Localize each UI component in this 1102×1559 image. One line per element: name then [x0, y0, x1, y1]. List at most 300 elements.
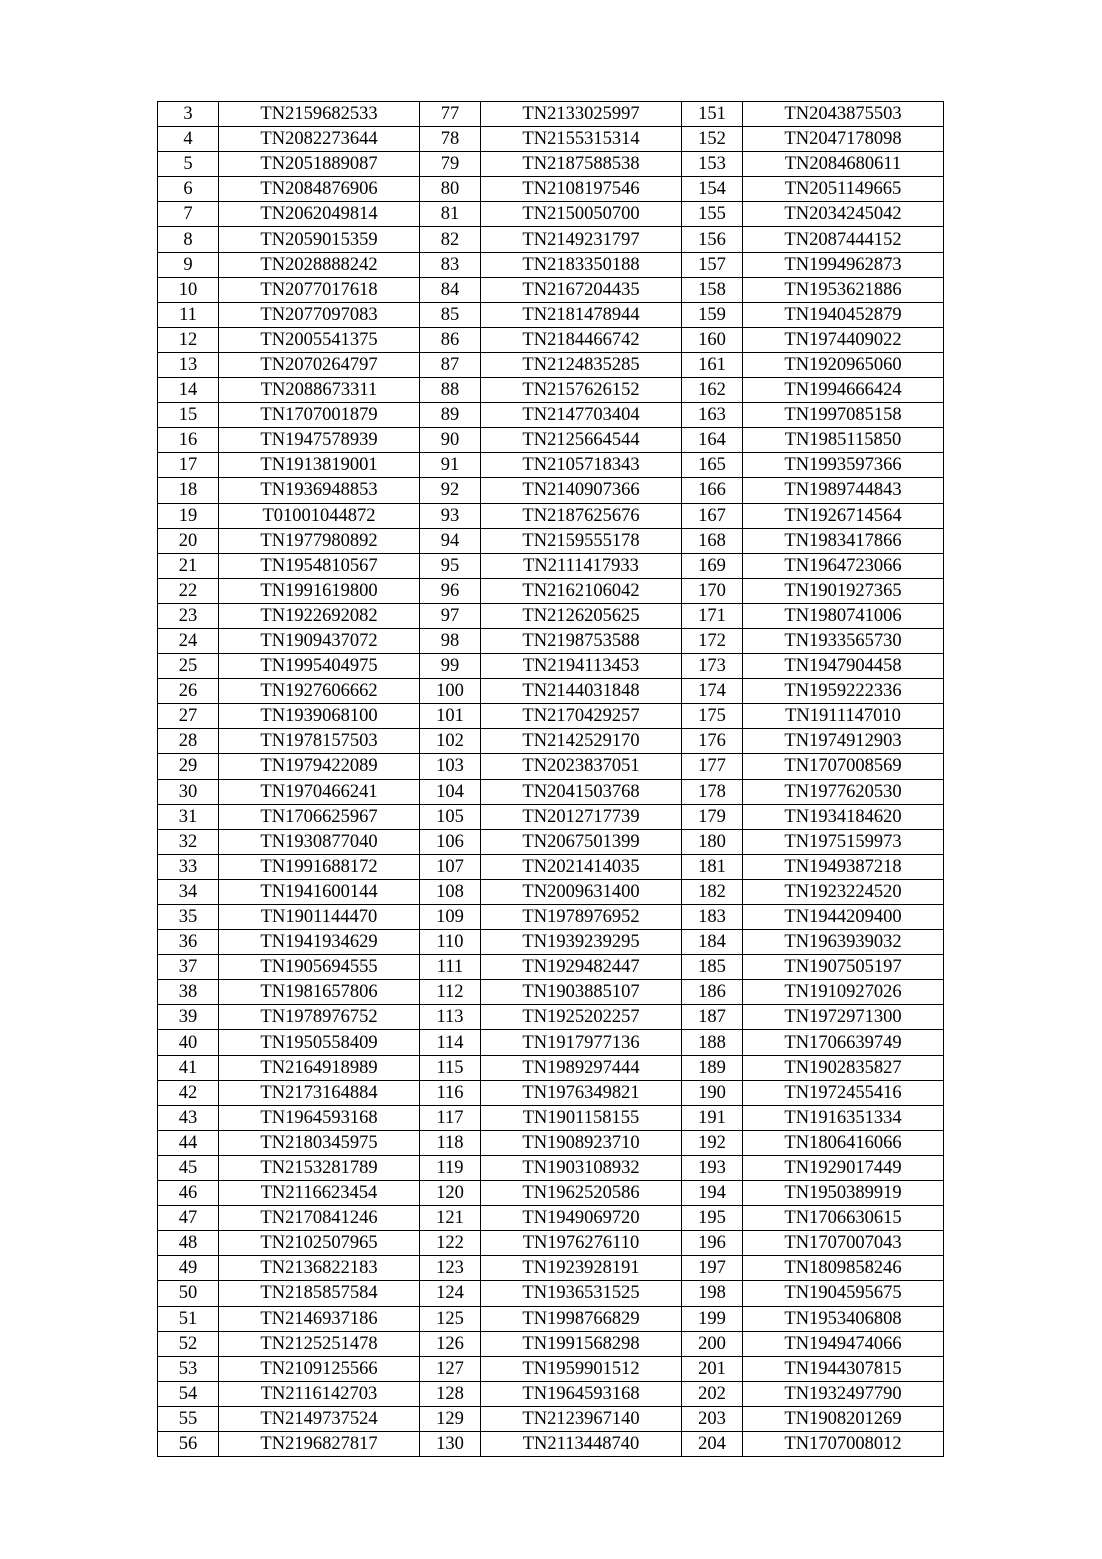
row-number-cell: 15 [158, 403, 219, 428]
table-row [158, 453, 944, 478]
tracking-id-cell: TN2170841246 [219, 1206, 420, 1231]
tracking-id-cell: TN1953406808 [743, 1306, 944, 1331]
table-row [158, 654, 944, 679]
tracking-id-cell: TN1903108932 [481, 1155, 682, 1180]
tracking-id-cell: TN1978157503 [219, 729, 420, 754]
tracking-id-cell: TN2187588538 [481, 152, 682, 177]
row-number-cell: 163 [682, 403, 743, 428]
tracking-id-cell: TN1972455416 [743, 1080, 944, 1105]
row-number-cell: 32 [158, 829, 219, 854]
tracking-id-cell: TN1985115850 [743, 428, 944, 453]
row-number-cell: 104 [420, 779, 481, 804]
table-row [158, 378, 944, 403]
table-row [158, 403, 944, 428]
row-number-cell: 180 [682, 829, 743, 854]
row-number-cell: 182 [682, 879, 743, 904]
table-row [158, 1431, 944, 1456]
tracking-id-cell: TN1944209400 [743, 905, 944, 930]
tracking-id-cell: TN1959901512 [481, 1356, 682, 1381]
tracking-id-cell: TN1904595675 [743, 1281, 944, 1306]
row-number-cell: 21 [158, 553, 219, 578]
tracking-id-cell: TN1707001879 [219, 403, 420, 428]
row-number-cell: 155 [682, 202, 743, 227]
row-number-cell: 105 [420, 804, 481, 829]
row-number-cell: 42 [158, 1080, 219, 1105]
row-number-cell: 51 [158, 1306, 219, 1331]
row-number-cell: 37 [158, 955, 219, 980]
tracking-id-cell: TN2108197546 [481, 177, 682, 202]
tracking-id-cell: TN2159682533 [219, 102, 420, 127]
row-number-cell: 92 [420, 478, 481, 503]
tracking-id-cell: TN2150050700 [481, 202, 682, 227]
tracking-id-cell: TN2005541375 [219, 327, 420, 352]
tracking-id-cell: TN2047178098 [743, 127, 944, 152]
row-number-cell: 3 [158, 102, 219, 127]
tracking-id-cell: TN1933565730 [743, 628, 944, 653]
row-number-cell: 47 [158, 1206, 219, 1231]
row-number-cell: 56 [158, 1431, 219, 1456]
tracking-id-cell: TN2196827817 [219, 1431, 420, 1456]
table-row [158, 528, 944, 553]
tracking-id-cell: TN2155315314 [481, 127, 682, 152]
row-number-cell: 204 [682, 1431, 743, 1456]
row-number-cell: 115 [420, 1055, 481, 1080]
row-number-cell: 103 [420, 754, 481, 779]
table-row [158, 302, 944, 327]
row-number-cell: 116 [420, 1080, 481, 1105]
row-number-cell: 120 [420, 1181, 481, 1206]
tracking-id-cell: TN1929017449 [743, 1155, 944, 1180]
row-number-cell: 40 [158, 1030, 219, 1055]
table-row [158, 578, 944, 603]
row-number-cell: 176 [682, 729, 743, 754]
table-row [158, 1331, 944, 1356]
tracking-id-cell: TN1963939032 [743, 930, 944, 955]
row-number-cell: 188 [682, 1030, 743, 1055]
tracking-id-cell: TN1910927026 [743, 980, 944, 1005]
tracking-id-cell: TN1964593168 [481, 1381, 682, 1406]
row-number-cell: 202 [682, 1381, 743, 1406]
row-number-cell: 12 [158, 327, 219, 352]
row-number-cell: 129 [420, 1406, 481, 1431]
row-number-cell: 123 [420, 1256, 481, 1281]
tracking-id-cell: TN1962520586 [481, 1181, 682, 1206]
tracking-id-cell: TN1901144470 [219, 905, 420, 930]
row-number-cell: 189 [682, 1055, 743, 1080]
row-number-cell: 46 [158, 1181, 219, 1206]
tracking-id-cell: TN2144031848 [481, 679, 682, 704]
table-row [158, 1030, 944, 1055]
tracking-id-cell: TN1923928191 [481, 1256, 682, 1281]
row-number-cell: 9 [158, 252, 219, 277]
row-number-cell: 17 [158, 453, 219, 478]
row-number-cell: 197 [682, 1256, 743, 1281]
table-row [158, 1306, 944, 1331]
table-row [158, 1231, 944, 1256]
tracking-id-cell: TN1901158155 [481, 1105, 682, 1130]
row-number-cell: 79 [420, 152, 481, 177]
tracking-id-cell: TN1994666424 [743, 378, 944, 403]
row-number-cell: 48 [158, 1231, 219, 1256]
row-number-cell: 53 [158, 1356, 219, 1381]
tracking-id-cell: TN2070264797 [219, 352, 420, 377]
row-number-cell: 98 [420, 628, 481, 653]
row-number-cell: 93 [420, 503, 481, 528]
tracking-id-cell: TN1995404975 [219, 654, 420, 679]
tracking-id-cell: TN2125664544 [481, 428, 682, 453]
tracking-id-cell: TN2183350188 [481, 252, 682, 277]
row-number-cell: 24 [158, 628, 219, 653]
tracking-id-cell: TN1983417866 [743, 528, 944, 553]
row-number-cell: 166 [682, 478, 743, 503]
row-number-cell: 96 [420, 578, 481, 603]
row-number-cell: 23 [158, 603, 219, 628]
tracking-id-cell: TN2023837051 [481, 754, 682, 779]
tracking-id-cell: TN2173164884 [219, 1080, 420, 1105]
tracking-id-cell: TN1998766829 [481, 1306, 682, 1331]
tracking-id-cell: TN1922692082 [219, 603, 420, 628]
tracking-id-cell: TN1974409022 [743, 327, 944, 352]
id-table-sheet [157, 101, 943, 1457]
tracking-id-cell: TN1991619800 [219, 578, 420, 603]
table-row [158, 428, 944, 453]
row-number-cell: 114 [420, 1030, 481, 1055]
tracking-id-cell: TN2028888242 [219, 252, 420, 277]
row-number-cell: 158 [682, 277, 743, 302]
row-number-cell: 18 [158, 478, 219, 503]
tracking-id-cell: TN1920965060 [743, 352, 944, 377]
row-number-cell: 102 [420, 729, 481, 754]
tracking-id-cell: TN1964593168 [219, 1105, 420, 1130]
row-number-cell: 178 [682, 779, 743, 804]
tracking-id-cell: TN1947578939 [219, 428, 420, 453]
table-row [158, 729, 944, 754]
tracking-id-cell: TN1930877040 [219, 829, 420, 854]
row-number-cell: 190 [682, 1080, 743, 1105]
row-number-cell: 4 [158, 127, 219, 152]
row-number-cell: 111 [420, 955, 481, 980]
table-row [158, 327, 944, 352]
tracking-id-cell: TN1809858246 [743, 1256, 944, 1281]
row-number-cell: 110 [420, 930, 481, 955]
tracking-id-cell: TN2124835285 [481, 352, 682, 377]
table-row [158, 1381, 944, 1406]
row-number-cell: 183 [682, 905, 743, 930]
row-number-cell: 203 [682, 1406, 743, 1431]
row-number-cell: 28 [158, 729, 219, 754]
tracking-id-cell: TN2180345975 [219, 1130, 420, 1155]
row-number-cell: 49 [158, 1256, 219, 1281]
row-number-cell: 5 [158, 152, 219, 177]
row-number-cell: 113 [420, 1005, 481, 1030]
row-number-cell: 7 [158, 202, 219, 227]
tracking-id-cell: TN2185857584 [219, 1281, 420, 1306]
tracking-id-cell: TN2059015359 [219, 227, 420, 252]
row-number-cell: 10 [158, 277, 219, 302]
table-row [158, 352, 944, 377]
tracking-id-cell: TN2187625676 [481, 503, 682, 528]
row-number-cell: 167 [682, 503, 743, 528]
tracking-id-cell: TN2087444152 [743, 227, 944, 252]
row-number-cell: 30 [158, 779, 219, 804]
table-row [158, 1055, 944, 1080]
row-number-cell: 27 [158, 704, 219, 729]
tracking-id-cell: TN1976276110 [481, 1231, 682, 1256]
table-row [158, 102, 944, 127]
row-number-cell: 170 [682, 578, 743, 603]
row-number-cell: 100 [420, 679, 481, 704]
table-row [158, 905, 944, 930]
id-table-body [158, 102, 944, 1457]
table-row [158, 1080, 944, 1105]
tracking-id-cell: TN2084680611 [743, 152, 944, 177]
row-number-cell: 8 [158, 227, 219, 252]
table-row [158, 478, 944, 503]
tracking-id-cell: TN1901927365 [743, 578, 944, 603]
row-number-cell: 124 [420, 1281, 481, 1306]
tracking-id-cell: TN1989744843 [743, 478, 944, 503]
tracking-id-cell: TN2157626152 [481, 378, 682, 403]
table-row [158, 152, 944, 177]
row-number-cell: 94 [420, 528, 481, 553]
row-number-cell: 192 [682, 1130, 743, 1155]
row-number-cell: 156 [682, 227, 743, 252]
row-number-cell: 171 [682, 603, 743, 628]
row-number-cell: 95 [420, 553, 481, 578]
row-number-cell: 55 [158, 1406, 219, 1431]
tracking-id-cell: TN2125251478 [219, 1331, 420, 1356]
row-number-cell: 43 [158, 1105, 219, 1130]
tracking-id-cell: TN1940452879 [743, 302, 944, 327]
tracking-id-cell: TN2067501399 [481, 829, 682, 854]
tracking-id-cell: TN1907505197 [743, 955, 944, 980]
tracking-id-cell: TN2105718343 [481, 453, 682, 478]
tracking-id-cell: TN1902835827 [743, 1055, 944, 1080]
row-number-cell: 125 [420, 1306, 481, 1331]
tracking-id-cell: TN1934184620 [743, 804, 944, 829]
tracking-id-cell: TN1923224520 [743, 879, 944, 904]
row-number-cell: 162 [682, 378, 743, 403]
tracking-id-cell: TN1972971300 [743, 1005, 944, 1030]
tracking-id-cell: TN2140907366 [481, 478, 682, 503]
table-row [158, 779, 944, 804]
table-row [158, 879, 944, 904]
tracking-id-cell: TN1977980892 [219, 528, 420, 553]
tracking-id-cell: TN1936948853 [219, 478, 420, 503]
tracking-id-cell: TN2062049814 [219, 202, 420, 227]
row-number-cell: 127 [420, 1356, 481, 1381]
tracking-id-cell: TN1932497790 [743, 1381, 944, 1406]
row-number-cell: 126 [420, 1331, 481, 1356]
row-number-cell: 50 [158, 1281, 219, 1306]
tracking-id-cell: TN1970466241 [219, 779, 420, 804]
row-number-cell: 81 [420, 202, 481, 227]
row-number-cell: 191 [682, 1105, 743, 1130]
tracking-id-cell: TN2111417933 [481, 553, 682, 578]
tracking-id-cell: TN1991688172 [219, 854, 420, 879]
tracking-id-cell: TN1905694555 [219, 955, 420, 980]
row-number-cell: 117 [420, 1105, 481, 1130]
row-number-cell: 194 [682, 1181, 743, 1206]
tracking-id-cell: TN1947904458 [743, 654, 944, 679]
row-number-cell: 154 [682, 177, 743, 202]
table-row [158, 1005, 944, 1030]
tracking-id-cell: TN1706630615 [743, 1206, 944, 1231]
row-number-cell: 13 [158, 352, 219, 377]
table-row [158, 227, 944, 252]
tracking-id-cell: TN2021414035 [481, 854, 682, 879]
tracking-id-cell: TN1908201269 [743, 1406, 944, 1431]
tracking-id-cell: TN1706639749 [743, 1030, 944, 1055]
tracking-id-cell: TN1936531525 [481, 1281, 682, 1306]
row-number-cell: 101 [420, 704, 481, 729]
row-number-cell: 39 [158, 1005, 219, 1030]
table-row [158, 829, 944, 854]
tracking-id-cell: TN1981657806 [219, 980, 420, 1005]
row-number-cell: 118 [420, 1130, 481, 1155]
row-number-cell: 45 [158, 1155, 219, 1180]
tracking-id-cell: TN2012717739 [481, 804, 682, 829]
row-number-cell: 77 [420, 102, 481, 127]
tracking-id-cell: TN1997085158 [743, 403, 944, 428]
table-row [158, 1356, 944, 1381]
tracking-id-cell: TN1903885107 [481, 980, 682, 1005]
tracking-id-cell: TN2084876906 [219, 177, 420, 202]
row-number-cell: 34 [158, 879, 219, 904]
row-number-cell: 26 [158, 679, 219, 704]
row-number-cell: 11 [158, 302, 219, 327]
tracking-id-cell: TN2051889087 [219, 152, 420, 177]
tracking-id-cell: TN2149231797 [481, 227, 682, 252]
row-number-cell: 152 [682, 127, 743, 152]
row-number-cell: 90 [420, 428, 481, 453]
tracking-id-cell: TN1991568298 [481, 1331, 682, 1356]
row-number-cell: 179 [682, 804, 743, 829]
row-number-cell: 122 [420, 1231, 481, 1256]
row-number-cell: 83 [420, 252, 481, 277]
row-number-cell: 80 [420, 177, 481, 202]
row-number-cell: 38 [158, 980, 219, 1005]
tracking-id-cell: TN1707007043 [743, 1231, 944, 1256]
row-number-cell: 165 [682, 453, 743, 478]
row-number-cell: 159 [682, 302, 743, 327]
row-number-cell: 22 [158, 578, 219, 603]
tracking-id-cell: TN2109125566 [219, 1356, 420, 1381]
tracking-id-cell: TN1939068100 [219, 704, 420, 729]
tracking-id-cell: TN2136822183 [219, 1256, 420, 1281]
row-number-cell: 88 [420, 378, 481, 403]
tracking-id-cell: TN2198753588 [481, 628, 682, 653]
tracking-id-cell: TN1976349821 [481, 1080, 682, 1105]
tracking-id-cell: TN1926714564 [743, 503, 944, 528]
tracking-id-cell: TN2164918989 [219, 1055, 420, 1080]
tracking-id-cell: TN2142529170 [481, 729, 682, 754]
table-row [158, 628, 944, 653]
tracking-id-cell: TN2167204435 [481, 277, 682, 302]
row-number-cell: 193 [682, 1155, 743, 1180]
row-number-cell: 157 [682, 252, 743, 277]
tracking-id-cell: T01001044872 [219, 503, 420, 528]
table-row [158, 854, 944, 879]
tracking-id-cell: TN2043875503 [743, 102, 944, 127]
row-number-cell: 196 [682, 1231, 743, 1256]
row-number-cell: 33 [158, 854, 219, 879]
tracking-id-cell: TN1977620530 [743, 779, 944, 804]
tracking-id-cell: TN1908923710 [481, 1130, 682, 1155]
row-number-cell: 19 [158, 503, 219, 528]
table-row [158, 1130, 944, 1155]
row-number-cell: 187 [682, 1005, 743, 1030]
tracking-id-cell: TN1949069720 [481, 1206, 682, 1231]
tracking-id-cell: TN1916351334 [743, 1105, 944, 1130]
tracking-id-cell: TN1964723066 [743, 553, 944, 578]
row-number-cell: 99 [420, 654, 481, 679]
tracking-id-cell: TN1911147010 [743, 704, 944, 729]
table-row [158, 1281, 944, 1306]
tracking-id-cell: TN2133025997 [481, 102, 682, 127]
row-number-cell: 89 [420, 403, 481, 428]
tracking-id-cell: TN2113448740 [481, 1431, 682, 1456]
tracking-id-cell: TN1913819001 [219, 453, 420, 478]
tracking-id-cell: TN1978976952 [481, 905, 682, 930]
row-number-cell: 36 [158, 930, 219, 955]
row-number-cell: 14 [158, 378, 219, 403]
tracking-id-cell: TN1927606662 [219, 679, 420, 704]
table-row [158, 930, 944, 955]
table-row [158, 252, 944, 277]
row-number-cell: 195 [682, 1206, 743, 1231]
tracking-id-cell: TN1949387218 [743, 854, 944, 879]
tracking-id-cell: TN1939239295 [481, 930, 682, 955]
tracking-id-cell: TN1989297444 [481, 1055, 682, 1080]
tracking-id-cell: TN1979422089 [219, 754, 420, 779]
tracking-id-cell: TN1944307815 [743, 1356, 944, 1381]
row-number-cell: 177 [682, 754, 743, 779]
table-row [158, 1256, 944, 1281]
tracking-id-cell: TN1978976752 [219, 1005, 420, 1030]
tracking-id-cell: TN2041503768 [481, 779, 682, 804]
row-number-cell: 86 [420, 327, 481, 352]
tracking-id-cell: TN1806416066 [743, 1130, 944, 1155]
table-row [158, 754, 944, 779]
tracking-id-cell: TN2184466742 [481, 327, 682, 352]
table-row [158, 955, 944, 980]
table-row [158, 1206, 944, 1231]
tracking-id-cell: TN1994962873 [743, 252, 944, 277]
tracking-id-cell: TN1949474066 [743, 1331, 944, 1356]
table-row [158, 177, 944, 202]
tracking-id-cell: TN1925202257 [481, 1005, 682, 1030]
tracking-id-cell: TN2194113453 [481, 654, 682, 679]
table-row [158, 679, 944, 704]
row-number-cell: 174 [682, 679, 743, 704]
row-number-cell: 35 [158, 905, 219, 930]
row-number-cell: 172 [682, 628, 743, 653]
row-number-cell: 128 [420, 1381, 481, 1406]
row-number-cell: 85 [420, 302, 481, 327]
tracking-id-cell: TN2159555178 [481, 528, 682, 553]
row-number-cell: 184 [682, 930, 743, 955]
row-number-cell: 82 [420, 227, 481, 252]
table-row [158, 704, 944, 729]
row-number-cell: 160 [682, 327, 743, 352]
row-number-cell: 31 [158, 804, 219, 829]
table-row [158, 503, 944, 528]
tracking-id-cell: TN2126205625 [481, 603, 682, 628]
tracking-id-cell: TN1959222336 [743, 679, 944, 704]
row-number-cell: 161 [682, 352, 743, 377]
row-number-cell: 44 [158, 1130, 219, 1155]
